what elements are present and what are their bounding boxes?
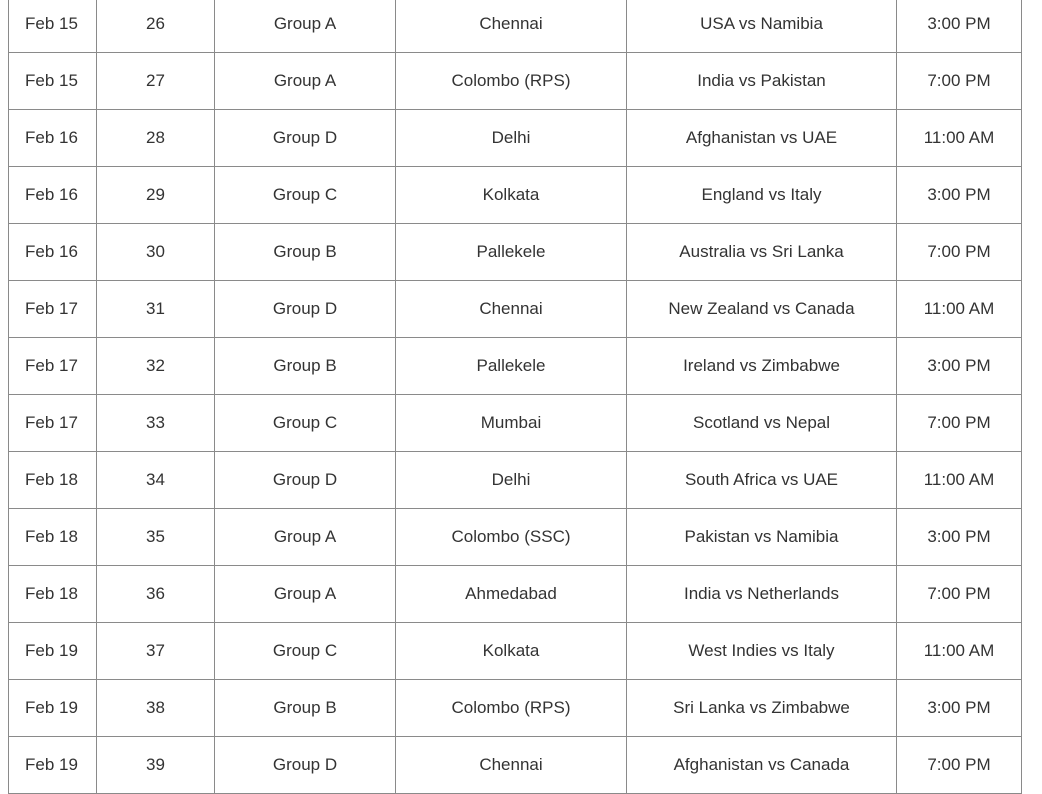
fixture-cell: England vs Italy xyxy=(627,167,897,224)
fixture-cell: New Zealand vs Canada xyxy=(627,281,897,338)
time-cell: 11:00 AM xyxy=(897,281,1022,338)
fixture-cell: India vs Netherlands xyxy=(627,566,897,623)
match-number-cell: 30 xyxy=(97,224,215,281)
table-row xyxy=(9,0,1022,53)
fixture-cell: West Indies vs Italy xyxy=(627,623,897,680)
venue-cell: Colombo (SSC) xyxy=(396,509,627,566)
date-cell: Feb 18 xyxy=(9,509,97,566)
fixture-cell: Afghanistan vs Canada xyxy=(627,737,897,794)
group-cell: Group D xyxy=(215,737,396,794)
match-number-cell: 28 xyxy=(97,110,215,167)
match-number-cell: 35 xyxy=(97,509,215,566)
match-number-cell: 32 xyxy=(97,338,215,395)
date-cell: Feb 19 xyxy=(9,623,97,680)
match-number-cell: 33 xyxy=(97,395,215,452)
date-cell: Feb 18 xyxy=(9,452,97,509)
group-cell: Group B xyxy=(215,680,396,737)
fixture-cell: Scotland vs Nepal xyxy=(627,395,897,452)
venue-cell: Chennai xyxy=(396,737,627,794)
group-cell: Group A xyxy=(215,566,396,623)
time-cell: 3:00 PM xyxy=(897,0,1022,53)
date-cell: Feb 17 xyxy=(9,338,97,395)
table-row xyxy=(9,680,1022,737)
table-row xyxy=(9,623,1022,680)
table-row xyxy=(9,167,1022,224)
fixture-cell: Ireland vs Zimbabwe xyxy=(627,338,897,395)
group-cell: Group D xyxy=(215,281,396,338)
table-row xyxy=(9,737,1022,794)
venue-cell: Colombo (RPS) xyxy=(396,680,627,737)
venue-cell: Chennai xyxy=(396,0,627,53)
date-cell: Feb 18 xyxy=(9,566,97,623)
table-row xyxy=(9,395,1022,452)
match-number-cell: 39 xyxy=(97,737,215,794)
venue-cell: Colombo (RPS) xyxy=(396,53,627,110)
group-cell: Group A xyxy=(215,509,396,566)
fixture-cell: Pakistan vs Namibia xyxy=(627,509,897,566)
match-number-cell: 29 xyxy=(97,167,215,224)
time-cell: 11:00 AM xyxy=(897,452,1022,509)
venue-cell: Delhi xyxy=(396,452,627,509)
group-cell: Group C xyxy=(215,395,396,452)
date-cell: Feb 19 xyxy=(9,737,97,794)
schedule-table xyxy=(8,0,1022,794)
time-cell: 3:00 PM xyxy=(897,509,1022,566)
fixture-cell: Afghanistan vs UAE xyxy=(627,110,897,167)
venue-cell: Ahmedabad xyxy=(396,566,627,623)
time-cell: 7:00 PM xyxy=(897,395,1022,452)
date-cell: Feb 16 xyxy=(9,224,97,281)
table-row xyxy=(9,281,1022,338)
fixture-cell: Sri Lanka vs Zimbabwe xyxy=(627,680,897,737)
table-row xyxy=(9,566,1022,623)
time-cell: 7:00 PM xyxy=(897,737,1022,794)
table-row xyxy=(9,338,1022,395)
date-cell: Feb 17 xyxy=(9,395,97,452)
venue-cell: Pallekele xyxy=(396,338,627,395)
time-cell: 3:00 PM xyxy=(897,167,1022,224)
time-cell: 3:00 PM xyxy=(897,680,1022,737)
time-cell: 7:00 PM xyxy=(897,53,1022,110)
venue-cell: Pallekele xyxy=(396,224,627,281)
date-cell: Feb 19 xyxy=(9,680,97,737)
schedule-table-container xyxy=(8,0,1022,794)
match-number-cell: 36 xyxy=(97,566,215,623)
date-cell: Feb 17 xyxy=(9,281,97,338)
table-row xyxy=(9,509,1022,566)
time-cell: 7:00 PM xyxy=(897,566,1022,623)
date-cell: Feb 15 xyxy=(9,53,97,110)
group-cell: Group A xyxy=(215,0,396,53)
group-cell: Group A xyxy=(215,53,396,110)
venue-cell: Chennai xyxy=(396,281,627,338)
group-cell: Group B xyxy=(215,338,396,395)
fixture-cell: India vs Pakistan xyxy=(627,53,897,110)
group-cell: Group B xyxy=(215,224,396,281)
venue-cell: Delhi xyxy=(396,110,627,167)
match-number-cell: 26 xyxy=(97,0,215,53)
venue-cell: Kolkata xyxy=(396,167,627,224)
match-number-cell: 31 xyxy=(97,281,215,338)
date-cell: Feb 15 xyxy=(9,0,97,53)
match-number-cell: 34 xyxy=(97,452,215,509)
group-cell: Group D xyxy=(215,110,396,167)
table-row xyxy=(9,452,1022,509)
venue-cell: Kolkata xyxy=(396,623,627,680)
match-number-cell: 27 xyxy=(97,53,215,110)
group-cell: Group C xyxy=(215,623,396,680)
group-cell: Group D xyxy=(215,452,396,509)
date-cell: Feb 16 xyxy=(9,110,97,167)
fixture-cell: Australia vs Sri Lanka xyxy=(627,224,897,281)
group-cell: Group C xyxy=(215,167,396,224)
schedule-table-body xyxy=(9,0,1022,794)
time-cell: 7:00 PM xyxy=(897,224,1022,281)
match-number-cell: 37 xyxy=(97,623,215,680)
table-row xyxy=(9,53,1022,110)
time-cell: 11:00 AM xyxy=(897,110,1022,167)
table-row xyxy=(9,224,1022,281)
time-cell: 3:00 PM xyxy=(897,338,1022,395)
fixture-cell: USA vs Namibia xyxy=(627,0,897,53)
time-cell: 11:00 AM xyxy=(897,623,1022,680)
venue-cell: Mumbai xyxy=(396,395,627,452)
table-row xyxy=(9,110,1022,167)
fixture-cell: South Africa vs UAE xyxy=(627,452,897,509)
date-cell: Feb 16 xyxy=(9,167,97,224)
match-number-cell: 38 xyxy=(97,680,215,737)
